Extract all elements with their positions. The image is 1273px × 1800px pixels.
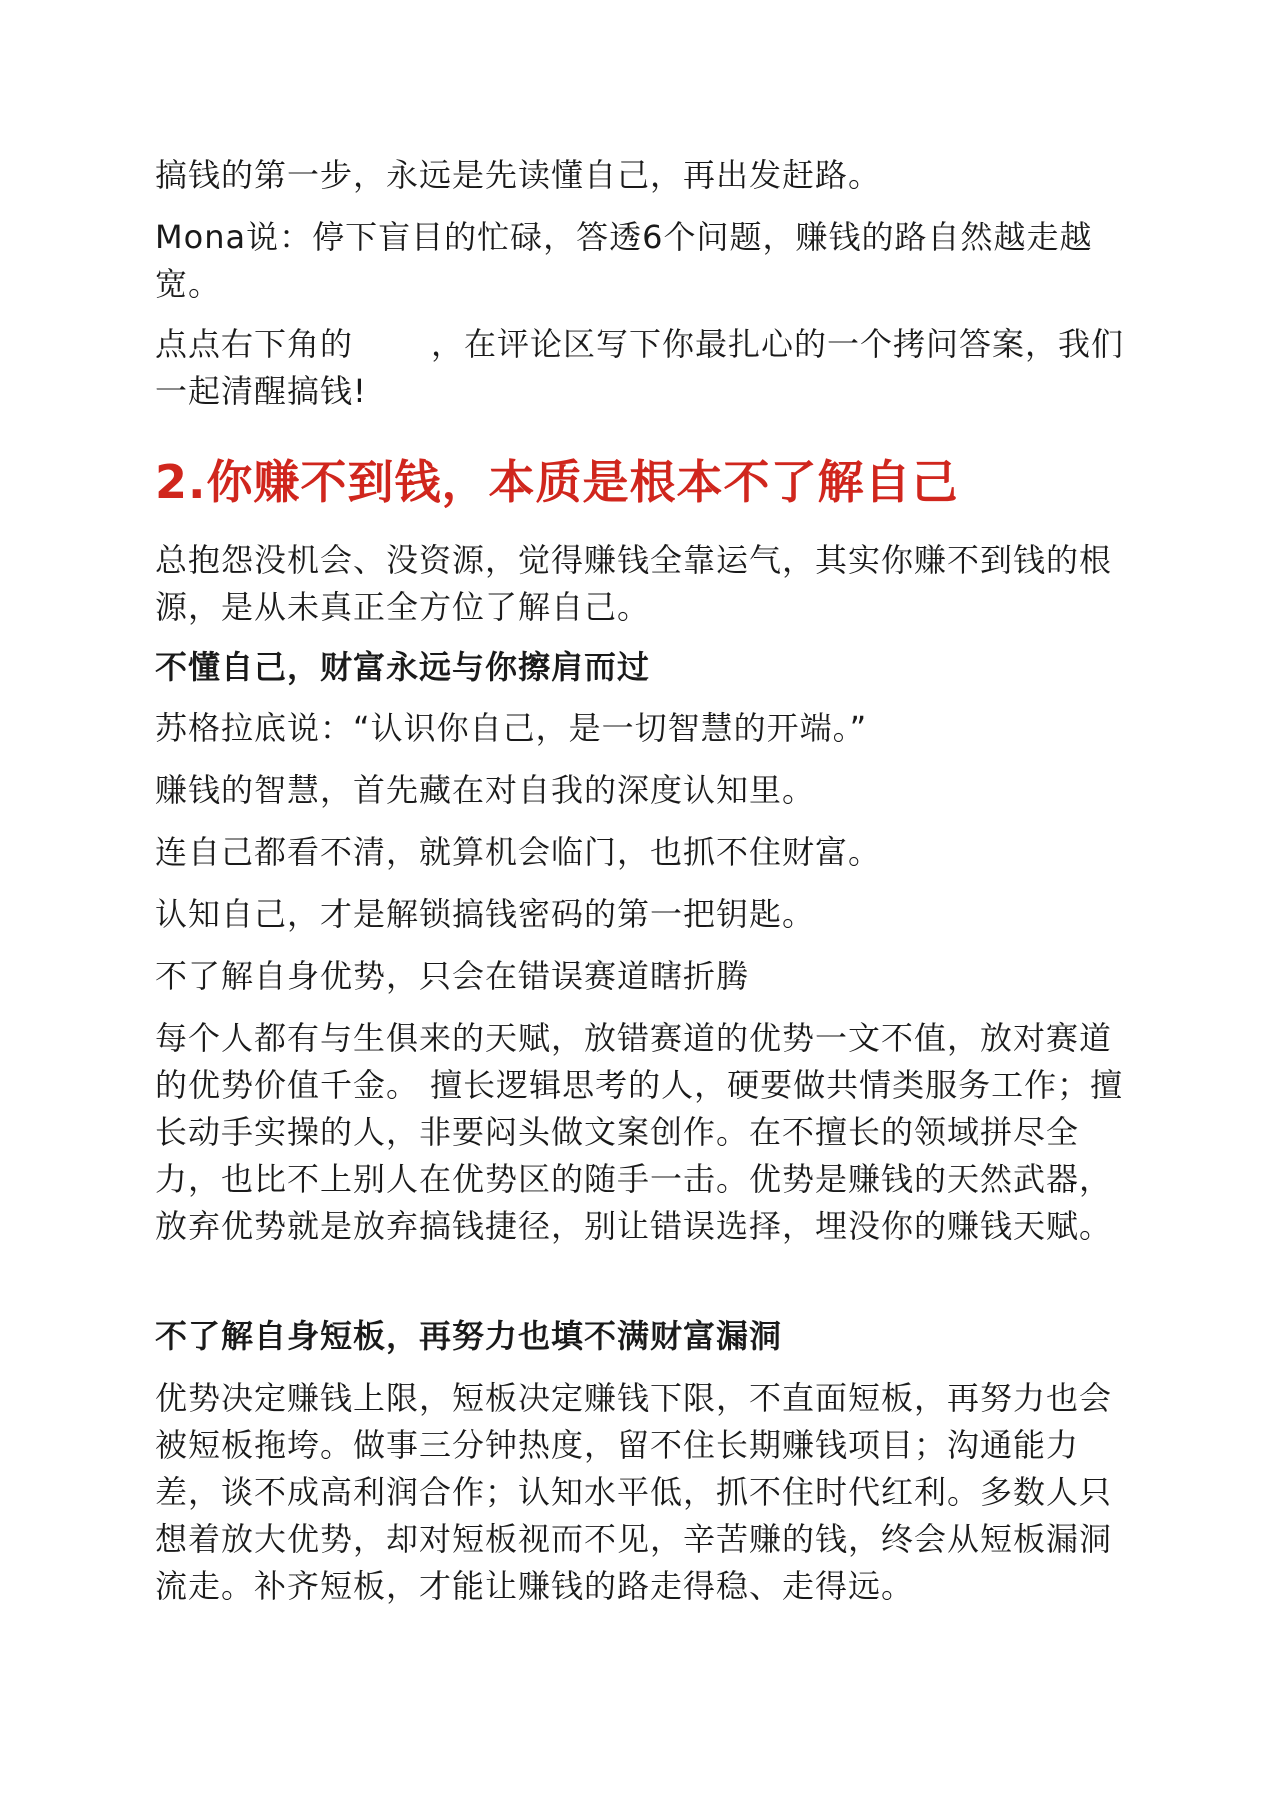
section-intro: 总抱怨没机会、没资源，觉得赚钱全靠运气，其实你赚不到钱的根源，是从未真正全方位了解自己。 bbox=[155, 541, 1113, 626]
subheading-strengths: 不了解自身优势，只会在错误赛道瞎折腾 bbox=[155, 957, 750, 995]
paragraph-wisdom: 赚钱的智慧，首先藏在对自我的深度认知里。 bbox=[155, 771, 816, 809]
subheading-self-knowledge: 不懂自己，财富永远与你擦肩而过 bbox=[155, 648, 651, 686]
paragraph-strengths: 每个人都有与生俱来的天赋，放错赛道的优势一文不值，放对赛道的优势价值千金。 擅长逻辑思考的人，硬要做共情类服务工作；擅长动手实操的人，非要闷头做文案创作。在不擅长的领域拼尽全力，也比不上别人在优势区的随手一击。优势是赚钱的天然武器，放弃优势就是放弃搞钱捷径，别让错误选择，埋没你的赚钱天赋。 bbox=[155, 1019, 1124, 1245]
intro-line: 搞钱的第一步，永远是先读懂自己，再出发赶路。 bbox=[155, 156, 882, 194]
cta-text-start: 点点右下角的 bbox=[155, 325, 354, 363]
paragraph-opportunity: 连自己都看不清，就算机会临门，也抓不住财富。 bbox=[155, 833, 882, 871]
call-to-action bbox=[155, 321, 1125, 415]
paragraph-weaknesses: 优势决定赚钱上限，短板决定赚钱下限，不直面短板，再努力也会被短板拖垮。做事三分钟热度，留不住长期赚钱项目；沟通能力差，谈不成高利润合作；认知水平低，抓不住时代红利。多数人只想着放大优势，却对短板视而不见，辛苦赚的钱，终会从短板漏洞流走。补齐短板，才能让赚钱的路走得稳、走得远。 bbox=[155, 1379, 1113, 1605]
cta-text-end: ，在评论区写下你最扎心的一个拷问答案，我们一起清醒搞钱! bbox=[155, 325, 1125, 410]
paragraph-key: 认知自己，才是解锁搞钱密码的第一把钥匙。 bbox=[155, 895, 816, 933]
section-title: 2.你赚不到钱，本质是根本不了解自己 bbox=[155, 455, 959, 509]
subheading-weaknesses: 不了解自身短板，再努力也填不满财富漏洞 bbox=[155, 1317, 783, 1355]
socrates-quote: 苏格拉底说：“认识你自己，是一切智慧的开端。” bbox=[155, 709, 868, 747]
mona-quote: Mona说：停下盲目的忙碌，答透6个问题，赚钱的路自然越走越 宽。 bbox=[155, 218, 1104, 303]
